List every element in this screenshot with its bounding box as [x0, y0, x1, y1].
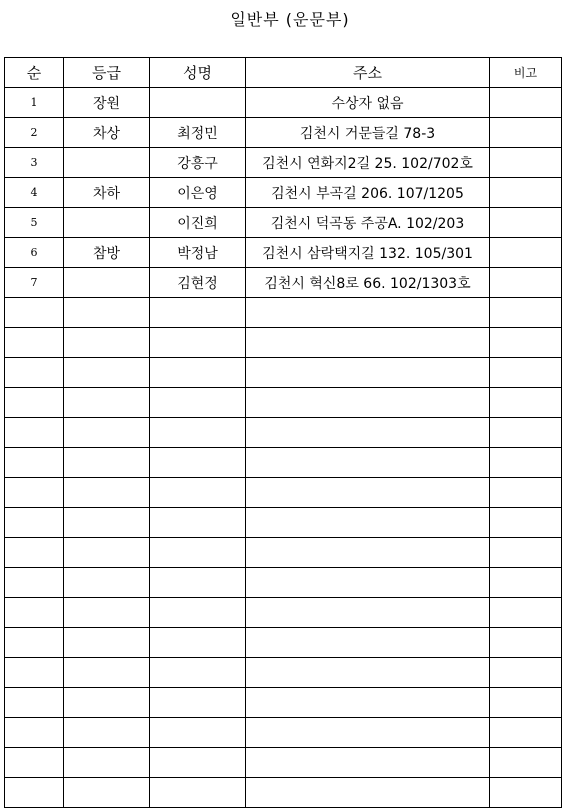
header-rank: 순: [5, 58, 64, 88]
empty-cell: [64, 688, 150, 718]
name-cell: 이진희: [150, 208, 246, 238]
empty-cell: [5, 778, 64, 808]
empty-cell: [246, 568, 490, 598]
empty-cell: [5, 568, 64, 598]
empty-table-row: [5, 328, 562, 358]
table-row: [5, 238, 562, 268]
empty-cell: [150, 778, 246, 808]
empty-table-row: [5, 718, 562, 748]
empty-cell: [5, 688, 64, 718]
empty-cell: [150, 418, 246, 448]
empty-cell: [150, 538, 246, 568]
empty-table-row: [5, 418, 562, 448]
name-cell: 이은영: [150, 178, 246, 208]
empty-cell: [64, 478, 150, 508]
empty-table-row: [5, 508, 562, 538]
empty-cell: [490, 628, 562, 658]
empty-cell: [490, 748, 562, 778]
empty-table-row: [5, 448, 562, 478]
awards-table: [4, 57, 562, 808]
empty-table-row: [5, 598, 562, 628]
empty-cell: [64, 418, 150, 448]
empty-cell: [246, 418, 490, 448]
empty-table-row: [5, 568, 562, 598]
empty-cell: [246, 598, 490, 628]
rank-cell: 7: [5, 268, 64, 298]
empty-table-row: [5, 658, 562, 688]
empty-cell: [490, 478, 562, 508]
address-cell: 김천시 거문들길 78-3: [246, 118, 490, 148]
empty-cell: [5, 598, 64, 628]
empty-cell: [150, 478, 246, 508]
note-cell: [490, 208, 562, 238]
grade-cell: [64, 268, 150, 298]
empty-cell: [64, 508, 150, 538]
name-cell: 강흥구: [150, 148, 246, 178]
empty-cell: [5, 298, 64, 328]
empty-cell: [490, 418, 562, 448]
table-row: [5, 88, 562, 118]
grade-cell: [64, 208, 150, 238]
empty-cell: [5, 418, 64, 448]
grade-cell: 장원: [64, 88, 150, 118]
empty-cell: [5, 328, 64, 358]
rank-cell: 1: [5, 88, 64, 118]
grade-cell: 차하: [64, 178, 150, 208]
note-cell: [490, 88, 562, 118]
empty-cell: [490, 358, 562, 388]
address-cell: 김천시 혁신8로 66. 102/1303호: [246, 268, 490, 298]
empty-cell: [64, 568, 150, 598]
empty-cell: [64, 448, 150, 478]
empty-cell: [64, 718, 150, 748]
empty-cell: [5, 388, 64, 418]
table-row: [5, 178, 562, 208]
empty-table-row: [5, 538, 562, 568]
name-cell: 김현정: [150, 268, 246, 298]
empty-cell: [150, 688, 246, 718]
empty-cell: [246, 538, 490, 568]
empty-cell: [64, 748, 150, 778]
empty-cell: [64, 298, 150, 328]
table-row: [5, 148, 562, 178]
grade-cell: [64, 148, 150, 178]
empty-cell: [246, 688, 490, 718]
empty-cell: [246, 388, 490, 418]
header-address: 주소: [246, 58, 490, 88]
rank-cell: 6: [5, 238, 64, 268]
empty-cell: [490, 718, 562, 748]
table-row: [5, 118, 562, 148]
empty-table-row: [5, 298, 562, 328]
empty-cell: [490, 778, 562, 808]
empty-cell: [490, 388, 562, 418]
empty-cell: [150, 628, 246, 658]
empty-cell: [150, 568, 246, 598]
empty-cell: [246, 628, 490, 658]
note-cell: [490, 118, 562, 148]
empty-table-row: [5, 628, 562, 658]
empty-cell: [490, 328, 562, 358]
empty-cell: [246, 658, 490, 688]
note-cell: [490, 178, 562, 208]
empty-cell: [150, 748, 246, 778]
note-cell: [490, 238, 562, 268]
empty-cell: [246, 478, 490, 508]
empty-cell: [150, 658, 246, 688]
table-row: [5, 268, 562, 298]
empty-cell: [490, 508, 562, 538]
rank-cell: 5: [5, 208, 64, 238]
empty-cell: [246, 358, 490, 388]
empty-cell: [64, 598, 150, 628]
rank-cell: 4: [5, 178, 64, 208]
empty-cell: [64, 538, 150, 568]
header-grade: 등급: [64, 58, 150, 88]
name-cell: 최정민: [150, 118, 246, 148]
address-cell: 김천시 연화지2길 25. 102/702호: [246, 148, 490, 178]
note-cell: [490, 148, 562, 178]
empty-cell: [490, 538, 562, 568]
grade-cell: 참방: [64, 238, 150, 268]
table-row: [5, 208, 562, 238]
empty-cell: [5, 628, 64, 658]
empty-cell: [150, 298, 246, 328]
empty-cell: [150, 328, 246, 358]
address-cell: 김천시 덕곡동 주공A. 102/203: [246, 208, 490, 238]
empty-cell: [150, 358, 246, 388]
empty-table-row: [5, 358, 562, 388]
empty-cell: [246, 778, 490, 808]
empty-cell: [64, 388, 150, 418]
empty-cell: [490, 598, 562, 628]
empty-cell: [64, 328, 150, 358]
empty-cell: [490, 658, 562, 688]
address-cell: 수상자 없음: [246, 88, 490, 118]
empty-cell: [150, 448, 246, 478]
grade-cell: 차상: [64, 118, 150, 148]
empty-cell: [490, 298, 562, 328]
page-title: 일반부 (운문부): [230, 10, 350, 29]
empty-cell: [150, 598, 246, 628]
header-name: 성명: [150, 58, 246, 88]
empty-cell: [490, 448, 562, 478]
rank-cell: 2: [5, 118, 64, 148]
empty-cell: [246, 718, 490, 748]
address-cell: 김천시 부곡길 206. 107/1205: [246, 178, 490, 208]
empty-cell: [64, 658, 150, 688]
name-cell: 박정남: [150, 238, 246, 268]
empty-cell: [490, 688, 562, 718]
empty-cell: [246, 508, 490, 538]
empty-cell: [64, 628, 150, 658]
empty-cell: [5, 478, 64, 508]
empty-table-row: [5, 388, 562, 418]
empty-cell: [5, 718, 64, 748]
empty-cell: [246, 328, 490, 358]
empty-table-row: [5, 778, 562, 808]
name-cell: [150, 88, 246, 118]
empty-cell: [150, 718, 246, 748]
empty-cell: [5, 508, 64, 538]
empty-cell: [246, 298, 490, 328]
empty-cell: [490, 568, 562, 598]
rank-cell: 3: [5, 148, 64, 178]
empty-cell: [246, 748, 490, 778]
empty-table-row: [5, 478, 562, 508]
empty-cell: [64, 358, 150, 388]
empty-table-row: [5, 748, 562, 778]
note-cell: [490, 268, 562, 298]
header-note: 비고: [490, 58, 562, 88]
empty-cell: [5, 748, 64, 778]
empty-cell: [5, 358, 64, 388]
empty-cell: [5, 538, 64, 568]
address-cell: 김천시 삼락택지길 132. 105/301: [246, 238, 490, 268]
empty-cell: [64, 778, 150, 808]
empty-cell: [5, 658, 64, 688]
table-body: [5, 88, 562, 808]
empty-cell: [246, 448, 490, 478]
empty-cell: [5, 448, 64, 478]
empty-cell: [150, 508, 246, 538]
empty-table-row: [5, 688, 562, 718]
empty-cell: [150, 388, 246, 418]
table-header-row: [5, 58, 562, 88]
